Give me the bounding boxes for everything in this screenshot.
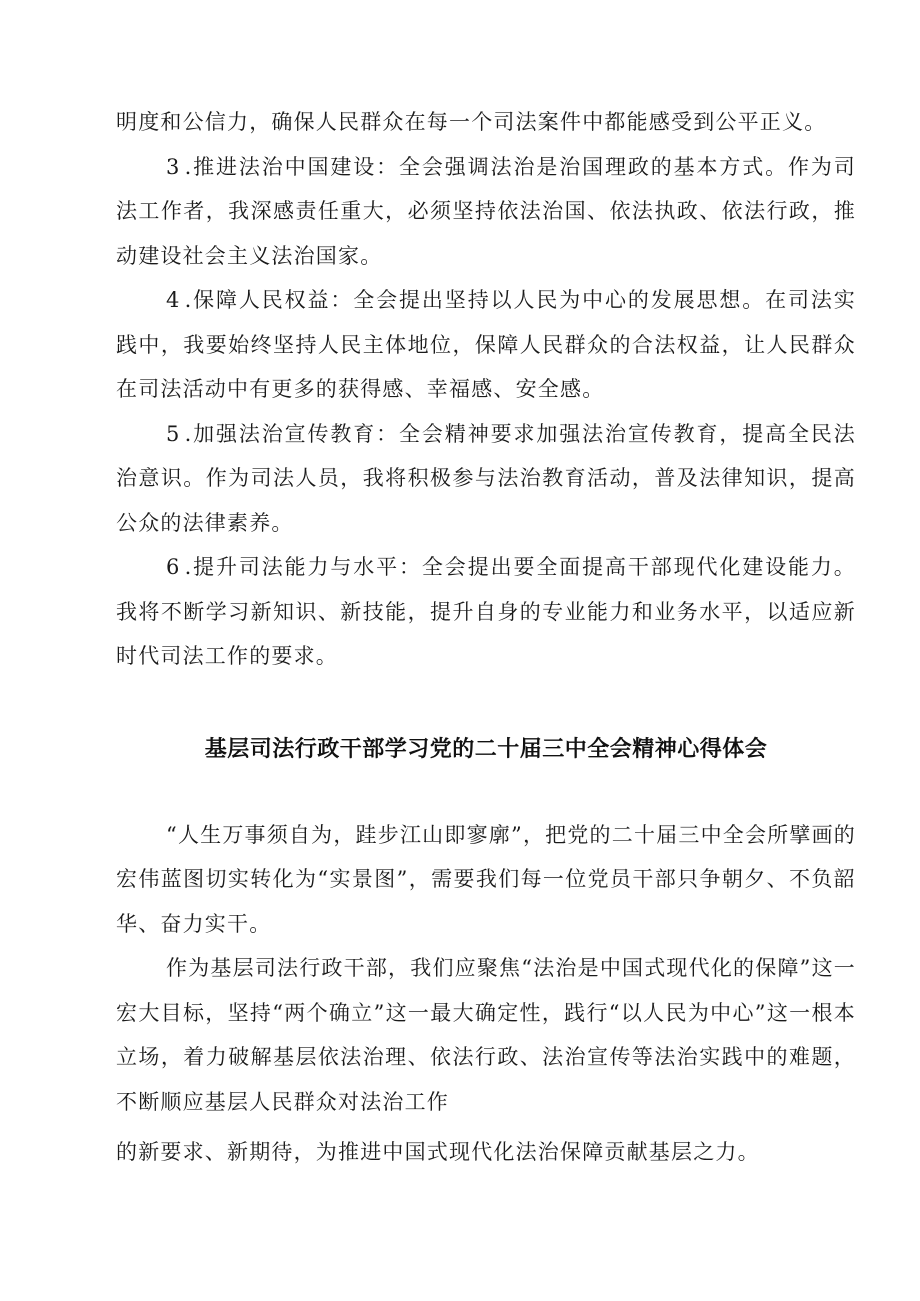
- document-page: [116, 100, 856, 1175]
- essay-paragraph-1: “人生万事须自为，跬步江山即寥廓”，把党的二十届三中全会所擘画的宏伟蓝图切实转化为“实景图”，需要我们每一位党员干部只争朝夕、不负韶华、奋力实干。: [116, 822, 856, 936]
- list-item-5: [116, 412, 856, 546]
- list-item-text: .提升司法能力与水平：全会提出要全面提高干部现代化建设能力。我将不断学习新知识、新技能，提升自身的专业能力和业务水平，以适应新时代司法工作的要求。: [116, 555, 856, 668]
- list-item-number: 5: [166, 421, 181, 446]
- section-heading-block: [116, 735, 856, 765]
- essay-paragraph-2-continuation: 的新要求、新期待，为推进中国式现代化法治保障贡献基层之力。: [116, 1140, 760, 1164]
- list-item-number: 3: [166, 154, 181, 179]
- list-item-6: [116, 545, 856, 679]
- essay-paragraph-2: 作为基层司法行政干部，我们应聚焦“法治是中国式现代化的保障”这一宏大目标，坚持“两个确立”这一最大确定性，践行“以人民为中心”这一根本立场，着力破解基层依法治理、依法行政、法治宣传等法治实践中的难题，不断顺应基层人民群众对法治工作: [116, 956, 856, 1114]
- list-item-3: [116, 145, 856, 279]
- list-item-text: .推进法治中国建设：全会强调法治是治国理政的基本方式。作为司法工作者，我深感责任重大，必须坚持依法治国、依法执政、依法行政，推动建设社会主义法治国家。: [116, 154, 856, 268]
- list-item-text: .保障人民权益：全会提出坚持以人民为中心的发展思想。在司法实践中，我要始终坚持人民主体地位，保障人民群众的合法权益，让人民群众在司法活动中有更多的获得感、幸福感、安全感。: [116, 288, 856, 401]
- continuation-paragraph: 明度和公信力，确保人民群众在每一个司法案件中都能感受到公平正义。: [116, 110, 827, 134]
- list-item-number: 4: [166, 288, 181, 312]
- list-item-text: .加强法治宣传教育：全会精神要求加强法治宣传教育，提高全民法治意识。作为司法人员，我将积极参与法治教育活动，普及法律知识，提高公众的法律素养。: [116, 421, 856, 535]
- list-item-number: 6: [166, 555, 181, 579]
- list-item-4: [116, 278, 856, 412]
- section-title: 基层司法行政干部学习党的二十届三中全会精神心得体会: [204, 736, 768, 762]
